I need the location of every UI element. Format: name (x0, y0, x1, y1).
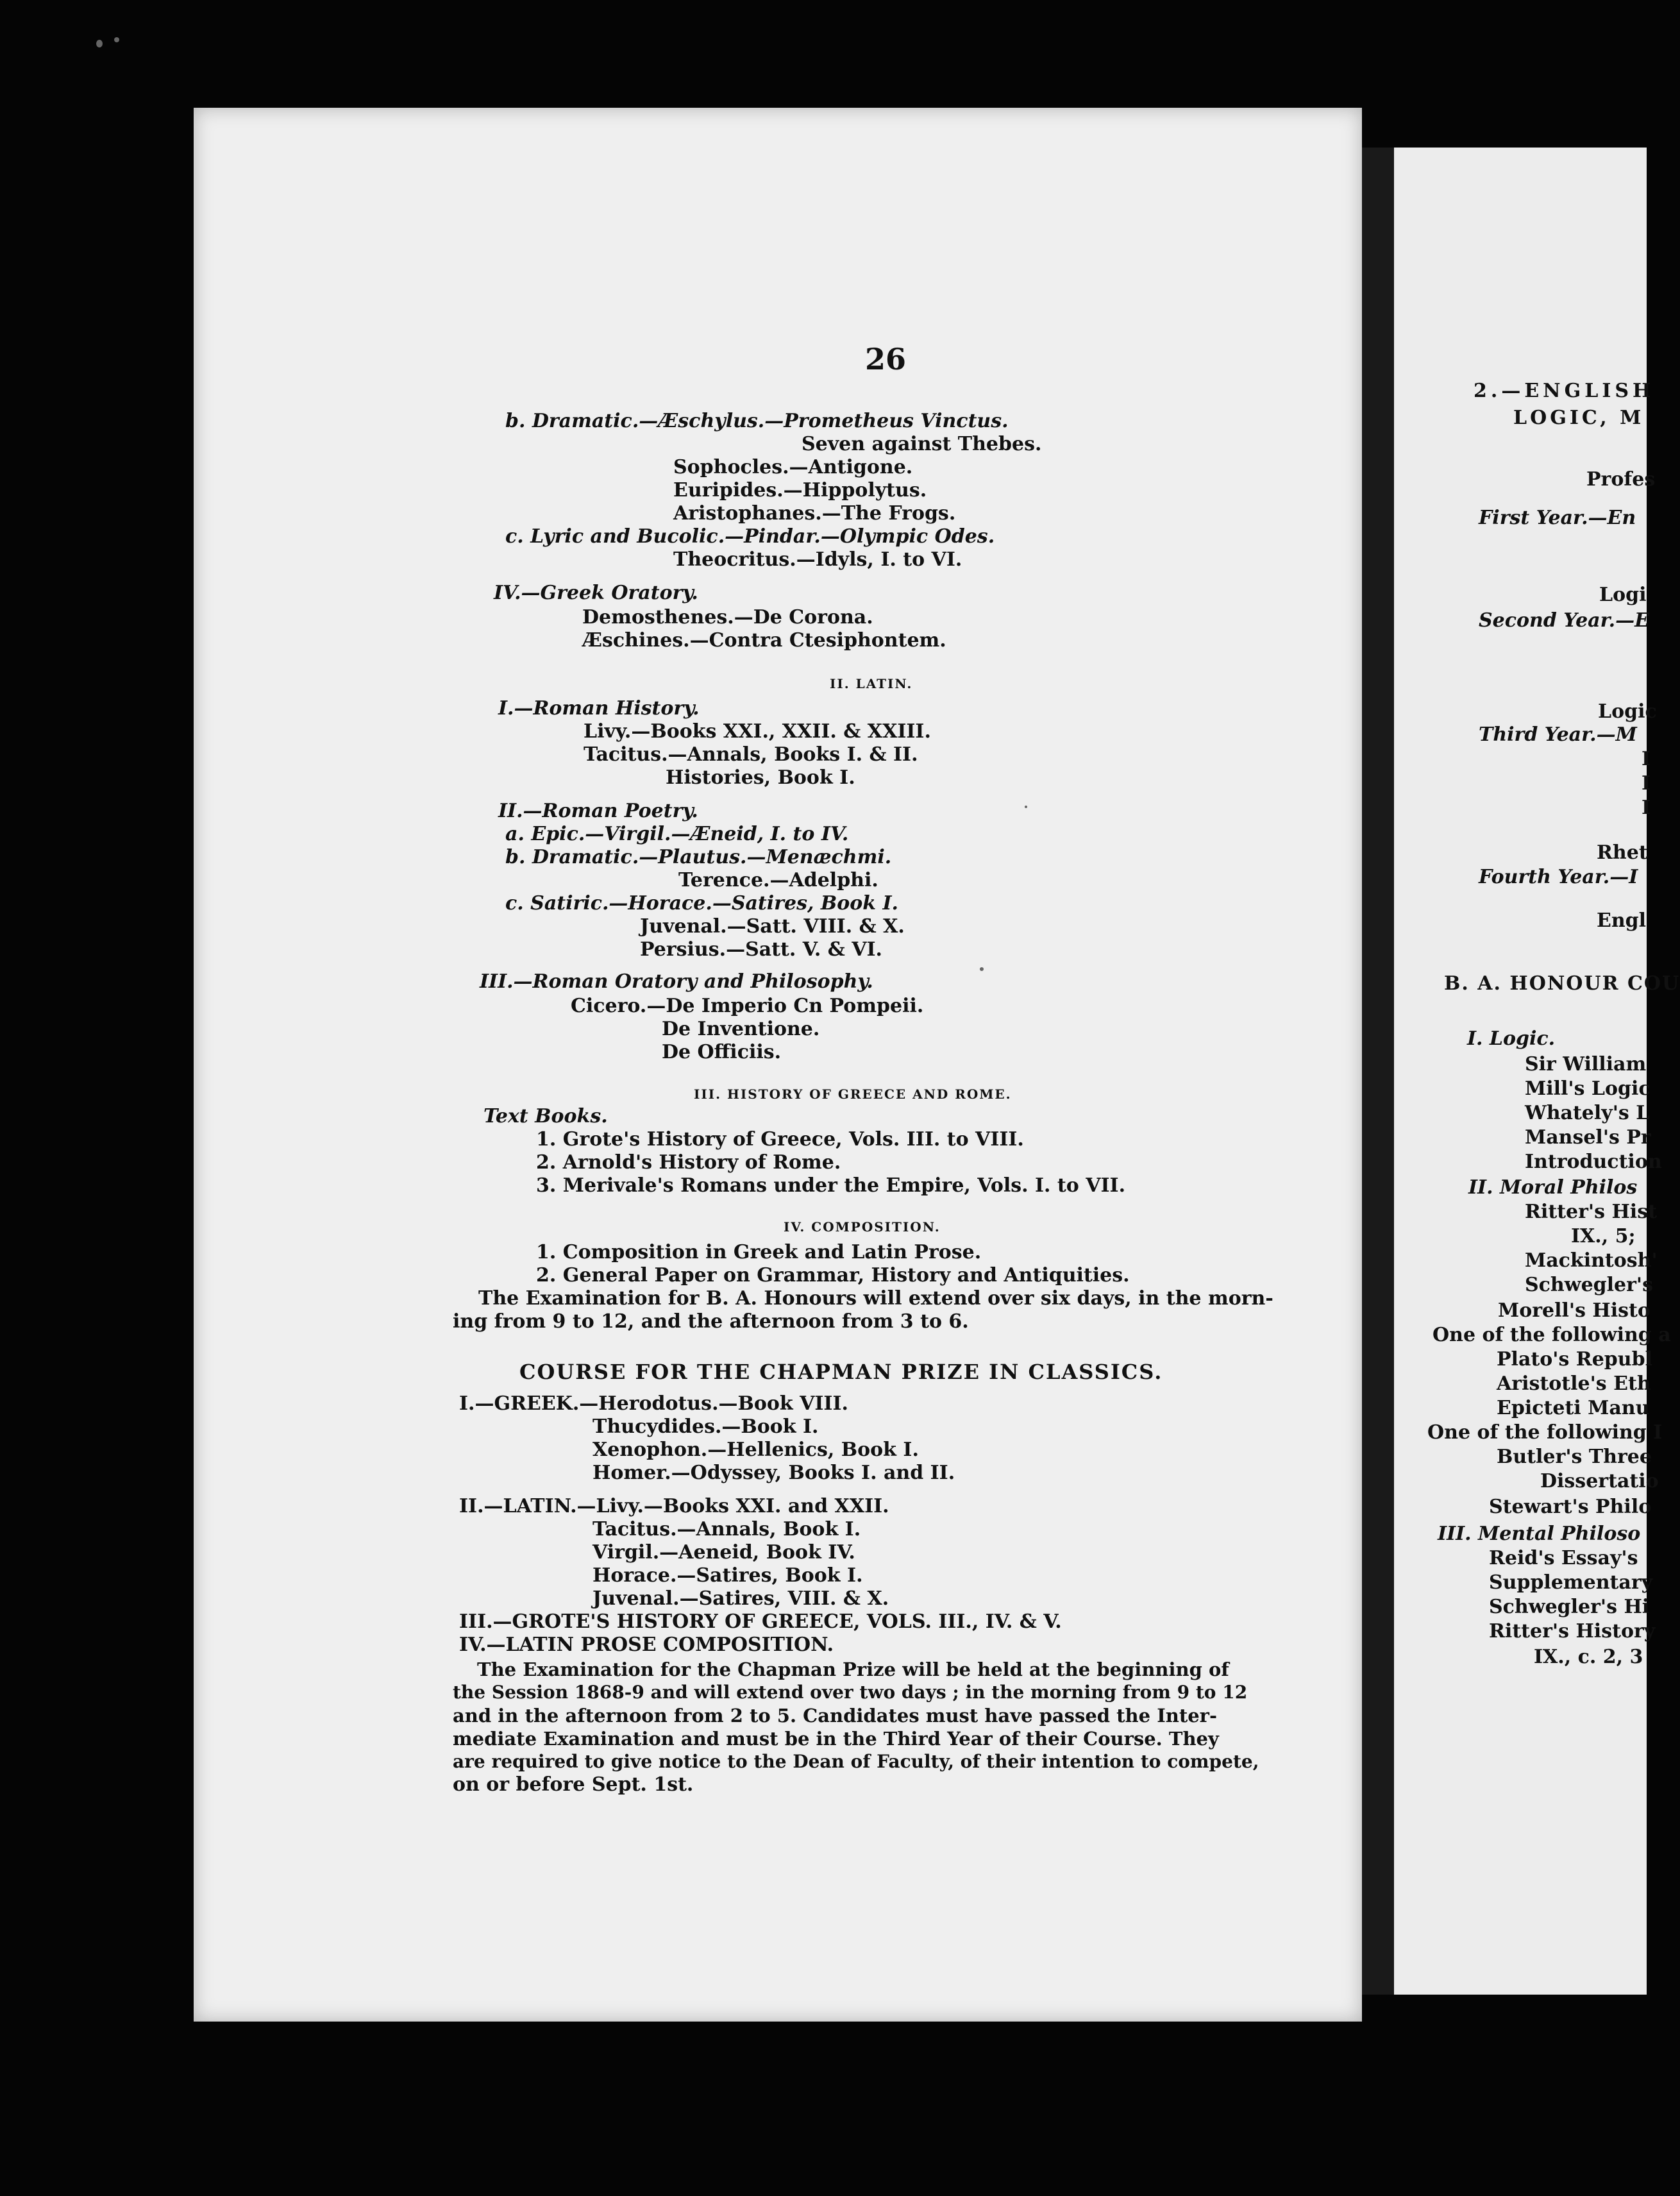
text-line: Schwegler's Hi (1489, 1596, 1650, 1618)
text-line: 1. Composition in Greek and Latin Prose. (536, 1241, 982, 1263)
text-line: Morell's Histo (1498, 1299, 1651, 1322)
text-line: IV.—LATIN PROSE COMPOSITION. (459, 1634, 834, 1656)
section-title: II. LATIN. (830, 676, 913, 691)
text-line: De Officiis. (662, 1041, 782, 1063)
text-line: Stewart's Philo (1489, 1496, 1652, 1518)
text-line: 2. Arnold's History of Rome. (536, 1151, 841, 1174)
text-line: Schwegler's (1525, 1274, 1653, 1296)
text-line: 1. Grote's History of Greece, Vols. III. to VIII. (536, 1128, 1024, 1151)
text-line: De Inventione. (662, 1018, 820, 1040)
text-line: Aristotle's Eth (1497, 1372, 1651, 1395)
text-line: Cicero.—De Imperio Cn Pompeii. (571, 995, 924, 1017)
text-line: Mansel's Pr (1525, 1126, 1651, 1149)
text-line: 3. Merivale's Romans under the Empire, Vols. I. to VII. (536, 1174, 1126, 1197)
text-line: Xenophon.—Hellenics, Book I. (592, 1439, 919, 1461)
book-gutter (1362, 148, 1394, 1995)
text-line: Virgil.—Aeneid, Book IV. (592, 1541, 855, 1564)
text-line: Text Books. (483, 1105, 608, 1128)
text-line: IX., 5; (1571, 1225, 1636, 1247)
text-line: One of the following a (1432, 1324, 1671, 1346)
text-line: Histories, Book I. (666, 766, 855, 789)
paragraph-line: ing from 9 to 12, and the afternoon from 3 to 6. (453, 1310, 969, 1333)
text-line: 2.—ENGLISH (1474, 380, 1655, 402)
text-line: Juvenal.—Satt. VIII. & X. (640, 915, 905, 938)
text-line: Mill's Logic (1525, 1077, 1651, 1100)
text-line: I (1642, 797, 1651, 819)
section-title: III. HISTORY OF GREECE AND ROME. (694, 1086, 1012, 1102)
section-heading: IV.—Greek Oratory. (494, 582, 698, 604)
text-line: Dissertatio (1540, 1470, 1659, 1492)
text-line: c. Lyric and Bucolic.—Pindar.—Olympic Odes. (505, 525, 995, 548)
text-line: I (1642, 748, 1651, 770)
text-line: Demosthenes.—De Corona. (582, 606, 873, 629)
section-heading: II.—Roman Poetry. (498, 800, 698, 822)
left-page (194, 108, 1362, 2022)
text-line: Thucydides.—Book I. (592, 1415, 819, 1438)
scan-speck (114, 37, 119, 42)
text-line: Third Year.—M (1479, 723, 1637, 746)
paragraph-line: The Examination for the Chapman Prize will be held at the beginning of (477, 1659, 1229, 1680)
text-line: IX., c. 2, 3 (1534, 1646, 1643, 1668)
text-line: Introduction (1525, 1151, 1662, 1173)
text-line: Terence.—Adelphi. (678, 869, 878, 891)
scan-speck (1025, 806, 1027, 808)
text-line: Ritter's History (1489, 1620, 1656, 1643)
text-line: b. Dramatic.—Plautus.—Menæchmi. (505, 846, 892, 868)
paragraph-line: The Examination for B. A. Honours will extend over six days, in the morn- (478, 1287, 1273, 1310)
text-line: Juvenal.—Satires, VIII. & X. (592, 1587, 889, 1610)
text-line: Engl (1597, 909, 1647, 932)
text-line: Second Year.—E (1479, 609, 1649, 632)
paragraph-line: mediate Examination and must be in the Third Year of their Course. They (453, 1728, 1219, 1750)
text-line: a. Epic.—Virgil.—Æneid, I. to IV. (505, 823, 849, 845)
text-line: Livy.—Books XXI., XXII. & XXIII. (584, 720, 931, 743)
text-line: I (1642, 772, 1651, 795)
text-line: Tacitus.—Annals, Book I. (592, 1518, 861, 1541)
section-heading: I.—Roman History. (498, 697, 700, 720)
text-line: Æschines.—Contra Ctesiphontem. (582, 629, 946, 652)
text-line: Sir William (1525, 1053, 1647, 1076)
text-line: II.—LATIN.—Livy.—Books XXI. and XXII. (459, 1495, 889, 1517)
page-number: 26 (865, 342, 907, 376)
text-line: Persius.—Satt. V. & VI. (640, 938, 882, 961)
text-line: Reid's Essay's (1489, 1547, 1638, 1569)
text-line: Aristophanes.—The Frogs. (673, 502, 956, 525)
text-line: Mackintosh' (1525, 1249, 1658, 1272)
text-line: Horace.—Satires, Book I. (592, 1564, 863, 1587)
text-line: III.—GROTE'S HISTORY OF GREECE, VOLS. III., IV. & V. (459, 1610, 1062, 1633)
text-line: Whately's L (1525, 1102, 1650, 1124)
text-line: 2. General Paper on Grammar, History and Antiquities. (536, 1264, 1130, 1287)
text-line: Butler's Three (1497, 1446, 1652, 1468)
text-line: Theocritus.—Idyls, I. to VI. (673, 548, 962, 571)
section-title: IV. COMPOSITION. (784, 1219, 941, 1235)
text-line: One of the following I (1427, 1421, 1663, 1444)
text-line: II. Moral Philos (1468, 1176, 1638, 1199)
text-line: Epicteti Manu (1497, 1397, 1650, 1419)
text-line: b. Dramatic.—Æschylus.—Prometheus Vinctus. (505, 410, 1009, 432)
text-line: I. Logic. (1467, 1027, 1556, 1050)
text-line: Ritter's Hist (1525, 1201, 1657, 1223)
text-line: Logic (1598, 700, 1657, 723)
paragraph-line: the Session 1868-9 and will extend over two days ; in the morning from 9 to 12 (453, 1682, 1248, 1703)
text-line: III. Mental Philoso (1438, 1523, 1641, 1545)
text-line: Supplementary (1489, 1571, 1653, 1594)
text-line: Homer.—Odyssey, Books I. and II. (592, 1462, 955, 1484)
text-line: LOGIC, M (1513, 407, 1645, 429)
section-heading: III.—Roman Oratory and Philosophy. (480, 970, 873, 993)
text-line: Seven against Thebes. (802, 433, 1042, 455)
chapman-prize-heading: COURSE FOR THE CHAPMAN PRIZE IN CLASSICS. (519, 1360, 1163, 1384)
text-line: Profes (1586, 468, 1656, 491)
text-line: Rhet (1597, 841, 1648, 864)
text-line: I.—GREEK.—Herodotus.—Book VIII. (459, 1392, 848, 1415)
text-line: B. A. HONOUR COU (1444, 972, 1680, 995)
scan-speck (96, 40, 103, 47)
text-line: Logi (1599, 584, 1647, 606)
scan-speck (980, 967, 984, 971)
text-line: c. Satiric.—Horace.—Satires, Book I. (505, 892, 898, 915)
text-line: Sophocles.—Antigone. (673, 456, 913, 478)
text-line: Tacitus.—Annals, Books I. & II. (584, 743, 918, 766)
text-line: First Year.—En (1479, 507, 1636, 529)
right-page (1394, 148, 1680, 1995)
text-line: Fourth Year.—I (1479, 866, 1638, 888)
paragraph-line: and in the afternoon from 2 to 5. Candidates must have passed the Inter- (453, 1705, 1218, 1727)
paragraph-line: on or before Sept. 1st. (453, 1773, 694, 1796)
text-line: Plato's Republ (1497, 1348, 1652, 1371)
paragraph-line: are required to give notice to the Dean of Faculty, of their intention to compete, (453, 1751, 1259, 1772)
text-line: Euripides.—Hippolytus. (673, 479, 927, 502)
